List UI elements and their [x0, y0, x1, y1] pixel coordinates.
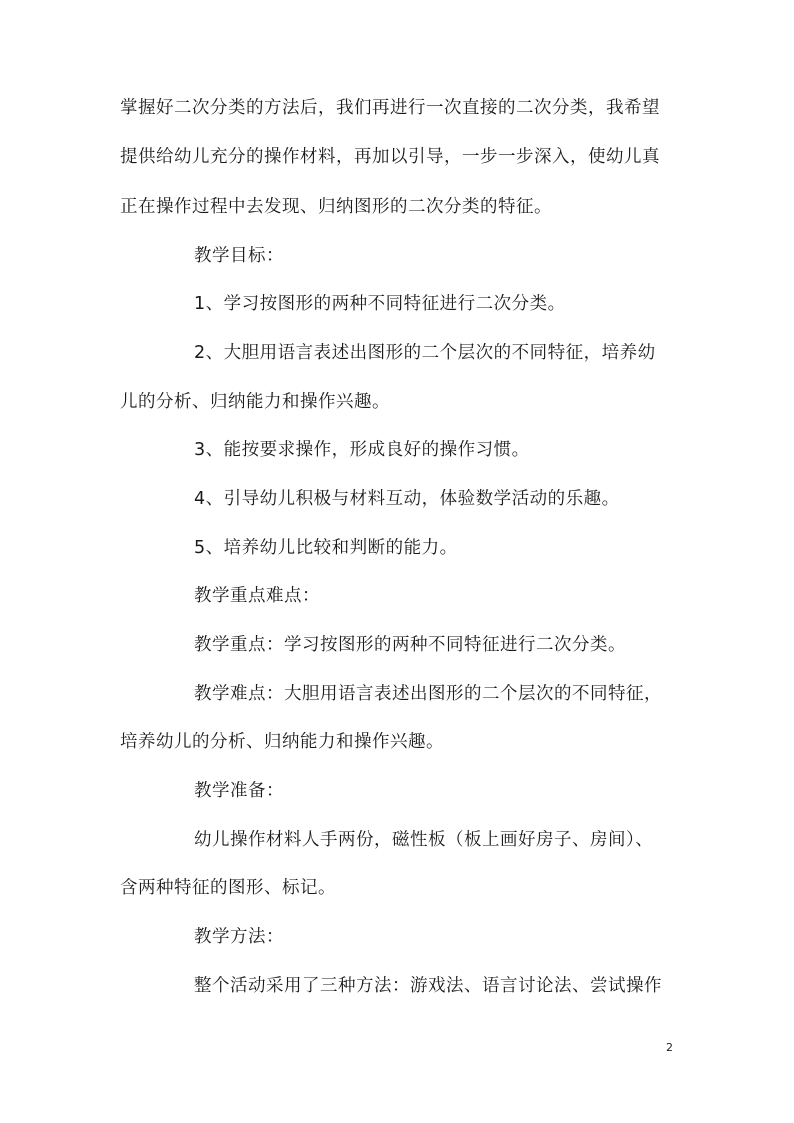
text-line: 掌握好二次分类的方法后，我们再进行一次直接的二次分类，我希望	[120, 98, 660, 118]
text-line: 整个活动采用了三种方法：游戏法、语言讨论法、尝试操作	[194, 976, 662, 996]
section-heading: 教学重点难点：	[194, 586, 320, 606]
text-line: 正在操作过程中去发现、归纳图形的二次分类的特征。	[120, 197, 552, 217]
text-line: 培养幼儿的分析、归纳能力和操作兴趣。	[120, 732, 444, 752]
text-line: 提供给幼儿充分的操作材料，再加以引导，一步一步深入，使幼儿真	[120, 147, 660, 167]
list-item: 5、培养幼儿比较和判断的能力。	[194, 538, 458, 558]
list-item: 3、能按要求操作，形成良好的操作习惯。	[194, 440, 530, 460]
text-line: 儿的分析、归纳能力和操作兴趣。	[120, 392, 390, 412]
text-line: 教学重点：学习按图形的两种不同特征进行二次分类。	[194, 635, 626, 655]
section-heading: 教学方法：	[194, 927, 284, 947]
text-line: 幼儿操作材料人手两份，磁性板（板上画好房子、房间）、	[194, 830, 654, 850]
section-heading: 教学目标：	[194, 246, 284, 266]
page-number: 2	[666, 1041, 673, 1054]
list-item: 1、学习按图形的两种不同特征进行二次分类。	[194, 294, 566, 314]
list-item: 2、大胆用语言表述出图形的二个层次的不同特征，培养幼	[194, 343, 656, 363]
text-line: 教学难点：大胆用语言表述出图形的二个层次的不同特征，	[194, 684, 662, 704]
section-heading: 教学准备：	[194, 781, 284, 801]
list-item: 4、引导幼儿积极与材料互动，体验数学活动的乐趣。	[194, 489, 620, 509]
text-line: 含两种特征的图形、标记。	[120, 878, 336, 898]
